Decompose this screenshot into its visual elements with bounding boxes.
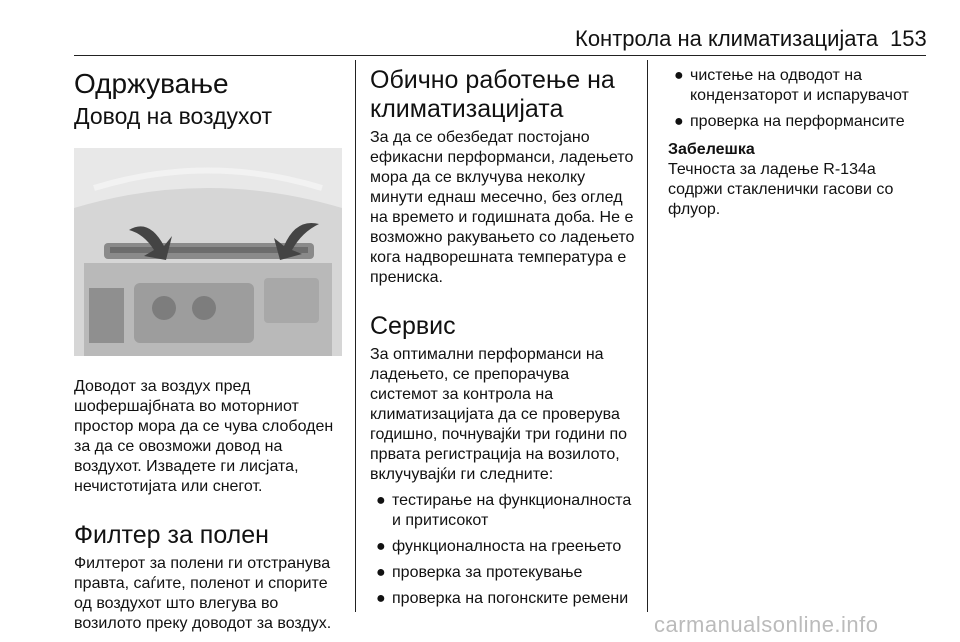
service-checklist-continued xyxy=(668,66,928,132)
page-number: 153 xyxy=(890,26,927,51)
column-divider-2 xyxy=(647,60,648,612)
subheading-service: Сервис xyxy=(370,312,456,340)
list-item: ● проверка за протекување xyxy=(376,564,583,581)
engine-compartment-photo xyxy=(74,148,342,356)
list-item: ● проверка на погонските ремени xyxy=(376,590,629,607)
service-paragraph: За оптимални перформанси на ладењето, се препорачува системот за контрола на климатизацијата да се проверува годишно, почнувајќи три години по првата регистрација на возилото, вклучувајќи ги следните: xyxy=(370,346,627,483)
running-header-title: Контрола на климатизацијата xyxy=(575,26,879,51)
section-heading-maintenance: Одржување xyxy=(74,68,229,99)
column-3 xyxy=(668,60,928,220)
pollen-filter-paragraph: Филтерот за полени ги отстранува правта, саѓите, поленот и спорите од воздухот што влегува во возилото преку доводот за воздух. xyxy=(74,555,332,632)
air-intake-paragraph: Доводот за воздух пред шофершајбната во моторниот простор мора да се чува слободен за да се овозможи довод на воздухот. Извадете ги лисјата, нечистотијата или снегот. xyxy=(74,378,334,495)
list-item: ● проверка на перформансите xyxy=(674,113,905,130)
list-item: ● тестирање на функционалноста и притисокот xyxy=(376,492,632,529)
column-divider-1 xyxy=(355,60,356,612)
service-checklist xyxy=(370,491,640,609)
header-rule xyxy=(74,55,926,56)
subheading-air-intake: Довод на воздухот xyxy=(74,103,273,129)
subheading-normal-operation: Обично работење на климатизацијата xyxy=(370,66,615,123)
normal-operation-paragraph: За да се обезбедат постојано ефикасни перформанси, ладењето мора да се вклучува неколку минути еднаш месечно, без оглед на времето и годишната доба. Не е возможно ракувањето со ладењето кога надворешната температура е прениска. xyxy=(370,129,635,286)
list-item: ● функционалноста на греењето xyxy=(376,538,622,555)
watermark: carmanualsonline.info xyxy=(654,612,879,637)
note-text: Течноста за ладење R-134a содржи стакленички гасови со флуор. xyxy=(668,161,894,218)
column-2 xyxy=(370,60,640,615)
list-item: ● чистење на одводот на кондензаторот и испарувачот xyxy=(674,67,909,104)
column-1 xyxy=(74,60,344,634)
subheading-pollen-filter: Филтер за полен xyxy=(74,521,269,549)
note-title: Забелешка xyxy=(668,141,755,158)
